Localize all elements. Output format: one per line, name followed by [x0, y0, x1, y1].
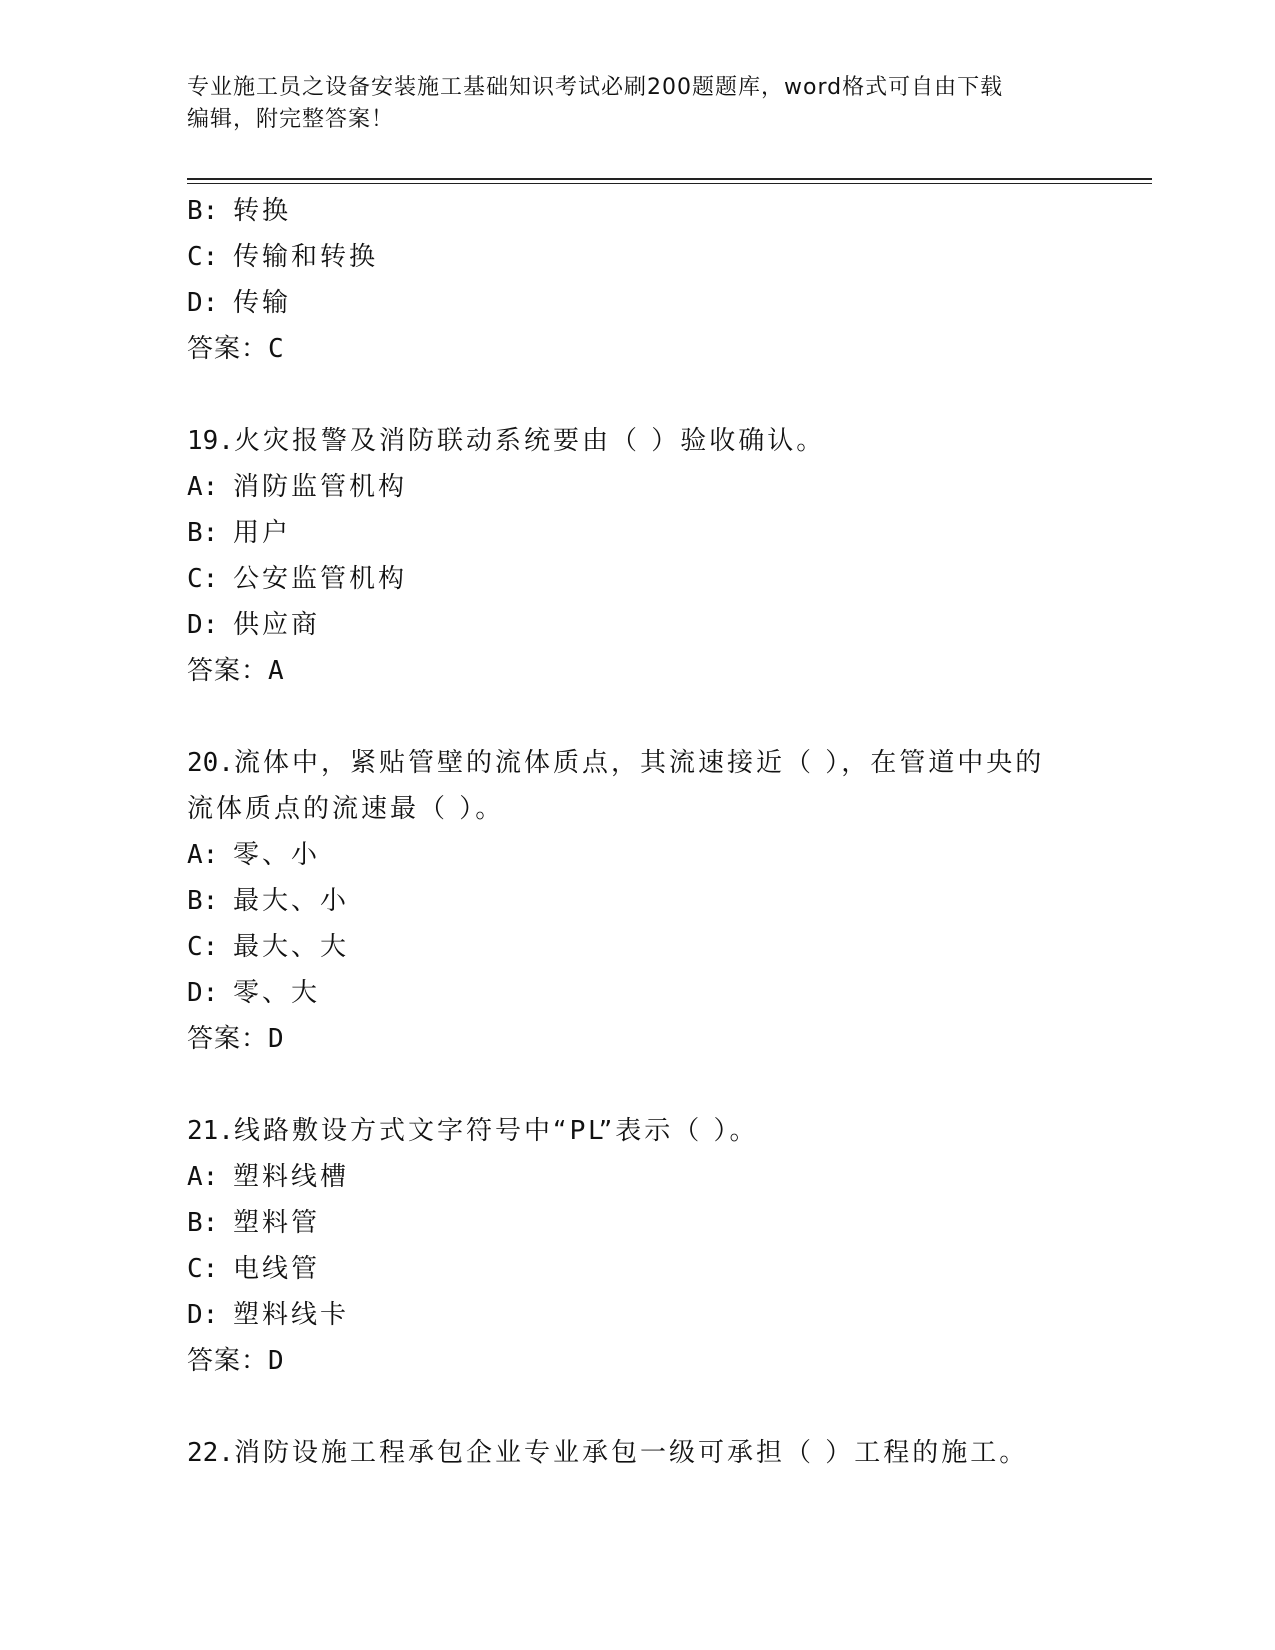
option-letter: D: [187, 978, 219, 1008]
question-text [187, 418, 1147, 464]
option-text: 供应商 [233, 610, 321, 640]
option-d [187, 970, 1147, 1016]
option-text: 转换 [233, 196, 292, 226]
option-b [187, 1200, 1147, 1246]
answer-line [187, 1338, 1147, 1384]
spacer [187, 1062, 1147, 1108]
option-text: 电线管 [233, 1254, 321, 1284]
option-text: 公安监管机构 [233, 564, 408, 594]
question-number: 21. [187, 1116, 234, 1146]
option-letter: C: [187, 242, 219, 272]
option-d [187, 280, 1147, 326]
option-a [187, 464, 1147, 510]
question-stem-line-1: 流体中，紧贴管壁的流体质点，其流速接近（ ），在管道中央的 [233, 748, 1045, 778]
answer-label: 答案： [187, 1346, 269, 1376]
question-19 [187, 418, 1147, 694]
option-text: 用户 [233, 518, 292, 548]
option-c [187, 1246, 1147, 1292]
option-text: 塑料线卡 [233, 1300, 350, 1330]
option-letter: B: [187, 518, 219, 548]
answer-label: 答案： [187, 1024, 269, 1054]
option-a [187, 1154, 1147, 1200]
option-letter: A: [187, 472, 219, 502]
option-c [187, 234, 1147, 280]
option-text: 零、大 [233, 978, 321, 1008]
option-d [187, 1292, 1147, 1338]
question-21 [187, 1108, 1147, 1384]
question-stem: 线路敷设方式文字符号中“PL”表示（ ）。 [233, 1116, 759, 1146]
answer-line [187, 648, 1147, 694]
spacer [187, 372, 1147, 418]
option-letter: C: [187, 564, 219, 594]
option-letter: A: [187, 1162, 219, 1192]
answer-line [187, 326, 1147, 372]
header-divider-thin [187, 183, 1152, 184]
answer-value: D [268, 1024, 285, 1054]
question-number: 20. [187, 748, 234, 778]
spacer [187, 1384, 1147, 1430]
question-text [187, 1108, 1147, 1154]
option-letter: B: [187, 886, 219, 916]
option-letter: B: [187, 1208, 219, 1238]
question-20 [187, 740, 1147, 1062]
header-title-line-2: 编辑，附完整答案！ [187, 107, 395, 132]
question-number: 22. [187, 1438, 234, 1468]
option-letter: A: [187, 840, 219, 870]
answer-line [187, 1016, 1147, 1062]
answer-label: 答案： [187, 334, 269, 364]
option-letter: B: [187, 196, 219, 226]
option-text: 塑料管 [233, 1208, 321, 1238]
header-title-line-1: 专业施工员之设备安装施工基础知识考试必刷200题题库，word格式可自由下载 [187, 75, 1004, 100]
question-content [187, 188, 1147, 1476]
answer-value: C [268, 334, 285, 364]
spacer [187, 694, 1147, 740]
question-stem-line-2: 流体质点的流速最（ ）。 [187, 794, 505, 824]
option-text: 传输和转换 [233, 242, 379, 272]
question-18-tail [187, 188, 1147, 372]
option-letter: D: [187, 610, 219, 640]
option-text: 最大、大 [233, 932, 350, 962]
header-divider-thick [187, 178, 1152, 180]
question-22 [187, 1430, 1147, 1476]
answer-value: A [268, 656, 285, 686]
option-letter: D: [187, 1300, 219, 1330]
option-text: 消防监管机构 [233, 472, 408, 502]
option-text: 零、小 [233, 840, 321, 870]
answer-label: 答案： [187, 656, 269, 686]
option-c [187, 924, 1147, 970]
option-a [187, 832, 1147, 878]
option-letter: D: [187, 288, 219, 318]
question-text [187, 740, 1147, 786]
option-d [187, 602, 1147, 648]
option-letter: C: [187, 932, 219, 962]
option-c [187, 556, 1147, 602]
option-text: 塑料线槽 [233, 1162, 350, 1192]
option-b [187, 878, 1147, 924]
question-text [187, 1430, 1147, 1476]
option-b [187, 188, 1147, 234]
answer-value: D [268, 1346, 285, 1376]
question-stem: 消防设施工程承包企业专业承包一级可承担（ ）工程的施工。 [233, 1438, 1029, 1468]
option-text: 最大、小 [233, 886, 350, 916]
option-b [187, 510, 1147, 556]
question-number: 19. [187, 426, 234, 456]
question-stem: 火灾报警及消防联动系统要由（ ）验收确认。 [233, 426, 826, 456]
option-letter: C: [187, 1254, 219, 1284]
document-header [187, 72, 1067, 136]
option-text: 传输 [233, 288, 292, 318]
